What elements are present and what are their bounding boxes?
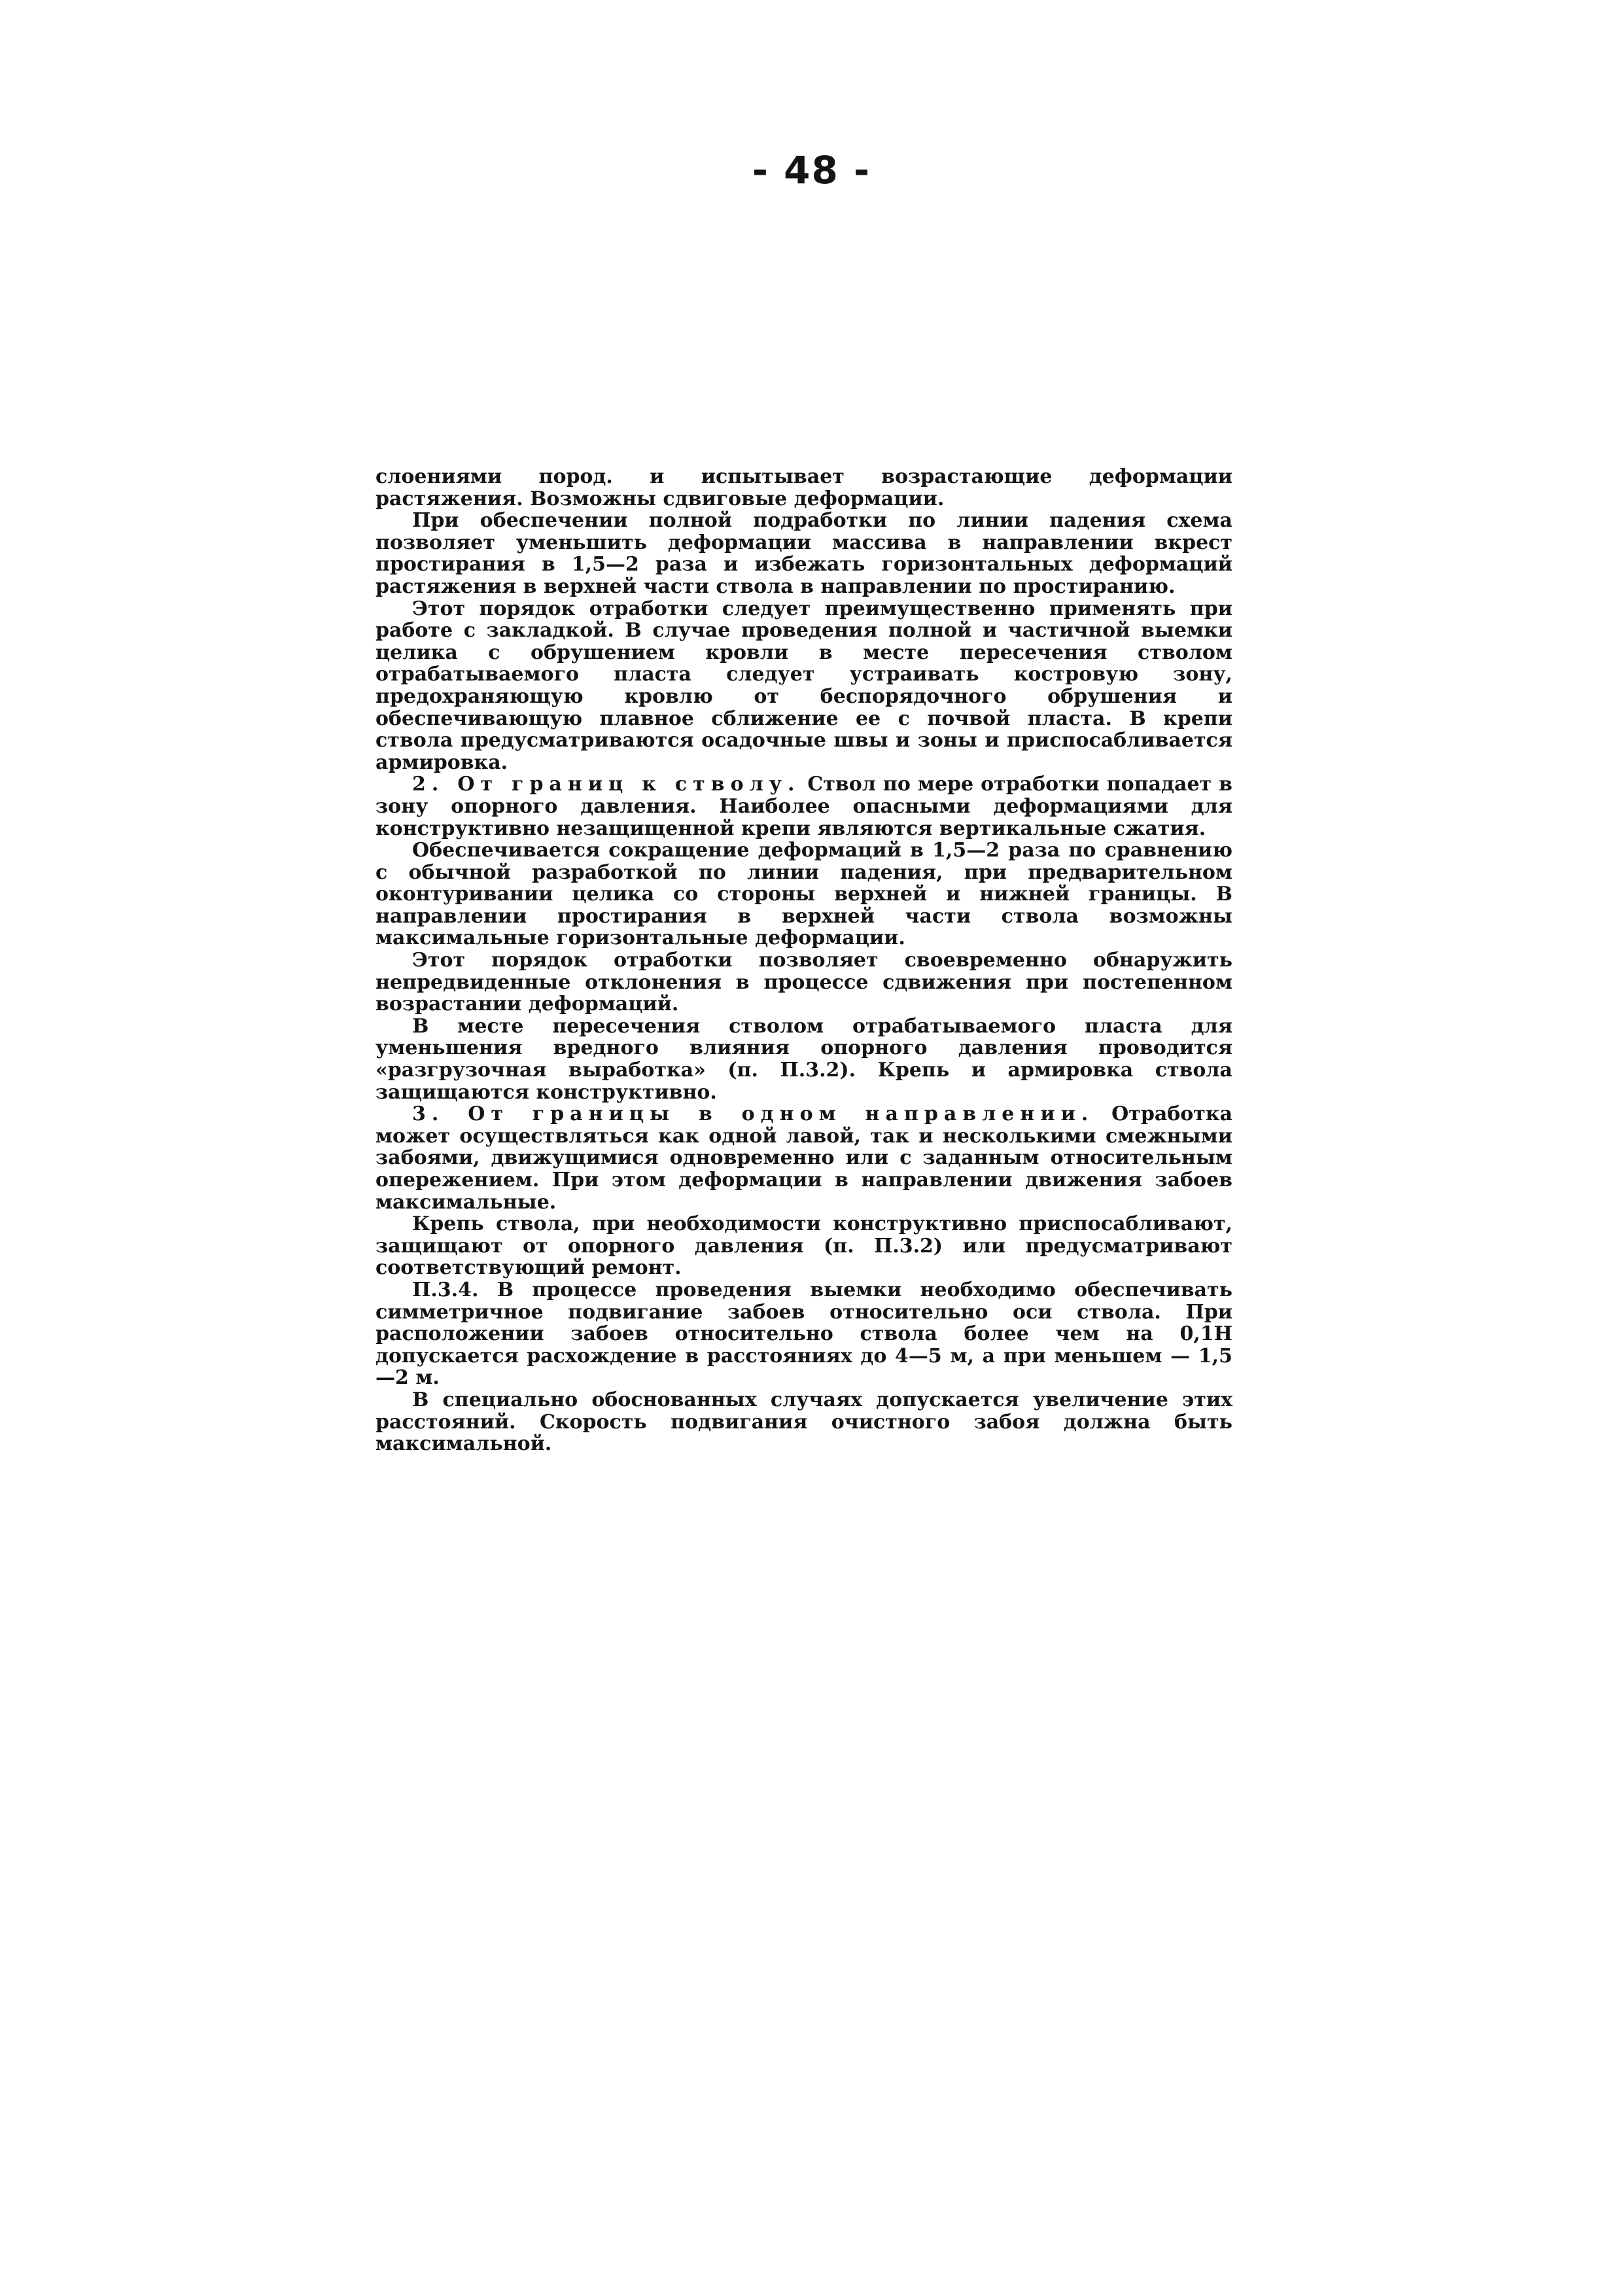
body-text — [375, 466, 1232, 1455]
section-3-paragraph — [375, 1103, 1232, 1213]
section-2-heading: 2. От границ к стволу. — [412, 773, 801, 796]
paragraph-9: Крепь ствола, при необходимости конструктивно приспосабливают, защищают от опорного давления (п. П.3.2) или предусматривают соответствующий ремонт. — [375, 1212, 1232, 1280]
paragraph-3: Этот порядок отработки следует преимущественно применять при работе с закладкой. В случае проведения полной и частичной выемки целика с обрушением кровли в месте пересечения стволом отрабатываемого пласта следует устраивать костровую зону, предохраняющую кровлю от беспорядочного обрушения и обеспечивающую плавное сближение ее с почвой пласта. В крепи ствола предусматриваются осадочные швы и зоны и приспосабливается армировка. — [375, 597, 1232, 774]
section-3-heading: 3. От границы в одном направлении. — [412, 1103, 1094, 1126]
section-2-paragraph — [375, 773, 1232, 839]
paragraph-1: слоениями пород. и испытывает возрастающие деформации растяжения. Возможны сдвиговые деформации. — [375, 465, 1232, 510]
paragraph-10: П.3.4. В процессе проведения выемки необходимо обеспечивать симметричное подвигание забоев относительно оси ствола. При расположении забоев относительно ствола более чем на 0,1Н допускается расхождение в расстояниях до 4—5 м, а при меньшем — 1,5—2 м. — [375, 1278, 1232, 1390]
section-2-text: Ствол по мере отработки попадает в зону опорного давления. Наиболее опасными деформациями для конструктивно незащищенной крепи являются вертикальные сжатия. — [375, 773, 1232, 840]
paragraph-6: Этот порядок отработки позволяет своевременно обнаружить непредвиденные отклонения в процессе сдвижения при постепенном возрастании деформаций. — [375, 949, 1232, 1016]
page-number: - 48 - — [752, 148, 871, 192]
paragraph-11: В специально обоснованных случаях допускается увеличение этих расстояний. Скорость подвигания очистного забоя должна быть максимальной. — [375, 1388, 1232, 1456]
paragraph-2: При обеспечении полной подработки по линии падения схема позволяет уменьшить деформации массива в направлении вкрест простирания в 1,5—2 раза и избежать горизонтальных деформаций растяжения в верхней части ствола в направлении по простиранию. — [375, 509, 1232, 598]
paragraph-7: В месте пересечения стволом отрабатываемого пласта для уменьшения вредного влияния опорного давления проводится «разгрузочная выработка» (п. П.3.2). Крепь и армировка ствола защищаются конструктивно. — [375, 1014, 1232, 1104]
section-3-text: Отработка может осуществляться как одной лавой, так и несколькими смежными забоями, движущимися одновременно или с заданным относительным опережением. При этом деформации в направлении движения забоев максимальные. — [375, 1103, 1233, 1214]
paragraph-5: Обеспечивается сокращение деформаций в 1,5—2 раза по сравнению с обычной разработкой по линии падения, при предварительном оконтуривании целика со стороны верхней и нижней границы. В направлении простирания в верхней части ствола возможны максимальные горизонтальные деформации. — [375, 839, 1232, 950]
